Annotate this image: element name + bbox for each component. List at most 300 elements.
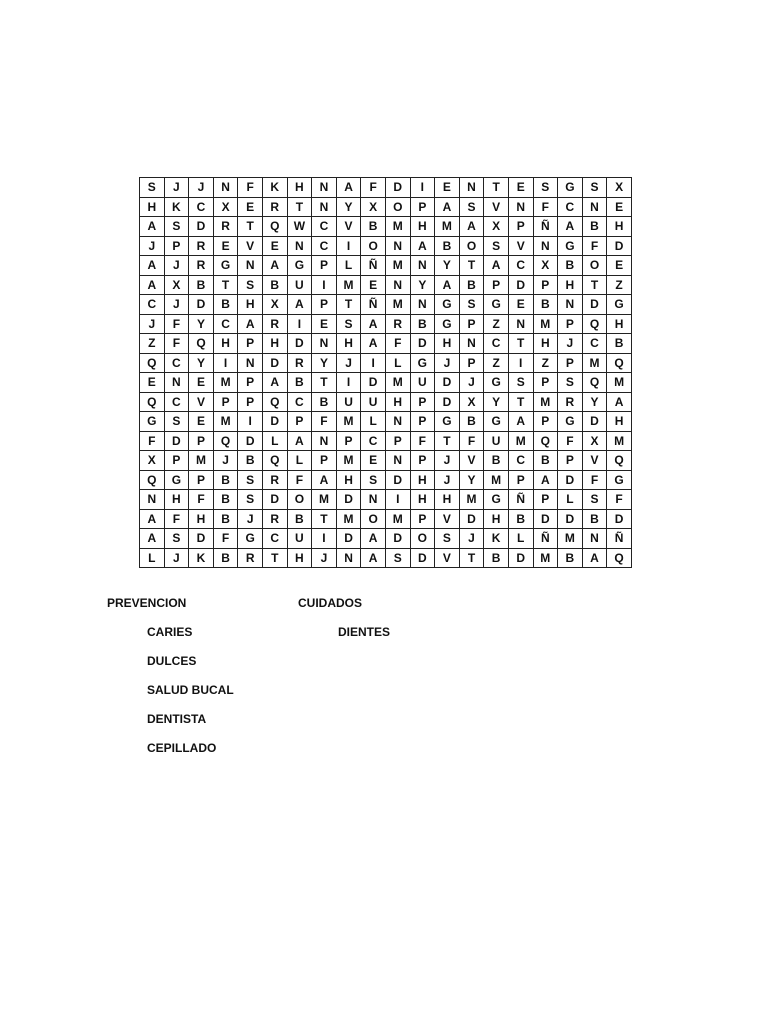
grid-cell: M xyxy=(336,451,361,471)
grid-cell: T xyxy=(582,275,607,295)
grid-cell: E xyxy=(435,178,460,198)
grid-cell: P xyxy=(508,470,533,490)
grid-cell: B xyxy=(213,295,238,315)
grid-cell: I xyxy=(238,412,263,432)
grid-cell: I xyxy=(312,529,337,549)
grid-cell: N xyxy=(336,548,361,568)
grid-cell: B xyxy=(238,451,263,471)
grid-row xyxy=(140,353,632,373)
grid-cell: I xyxy=(312,275,337,295)
grid-cell: A xyxy=(484,256,509,276)
grid-cell: A xyxy=(140,509,165,529)
grid-cell: I xyxy=(213,353,238,373)
grid-cell: D xyxy=(361,373,386,393)
grid-cell: X xyxy=(582,431,607,451)
grid-cell: M xyxy=(533,314,558,334)
word-caries: CARIES xyxy=(147,625,193,639)
grid-cell: P xyxy=(410,509,435,529)
grid-cell: U xyxy=(287,275,312,295)
grid-cell: N xyxy=(238,256,263,276)
grid-cell: X xyxy=(459,392,484,412)
grid-cell: L xyxy=(287,451,312,471)
grid-cell: M xyxy=(336,412,361,432)
grid-row xyxy=(140,451,632,471)
grid-cell: D xyxy=(607,509,632,529)
grid-cell: P xyxy=(410,392,435,412)
grid-cell: H xyxy=(262,334,287,354)
grid-cell: T xyxy=(459,256,484,276)
grid-cell: H xyxy=(164,490,189,510)
grid-cell: C xyxy=(508,451,533,471)
grid-cell: J xyxy=(435,470,460,490)
grid-cell: U xyxy=(336,392,361,412)
grid-cell: N xyxy=(508,314,533,334)
grid-cell: S xyxy=(459,295,484,315)
grid-cell: N xyxy=(582,529,607,549)
grid-row xyxy=(140,412,632,432)
grid-cell: Z xyxy=(607,275,632,295)
grid-row xyxy=(140,373,632,393)
grid-cell: R xyxy=(262,470,287,490)
grid-cell: A xyxy=(140,529,165,549)
grid-cell: L xyxy=(361,412,386,432)
grid-cell: G xyxy=(140,412,165,432)
grid-cell: S xyxy=(361,470,386,490)
grid-cell: P xyxy=(558,314,583,334)
grid-cell: B xyxy=(484,451,509,471)
grid-cell: N xyxy=(385,451,410,471)
grid-cell: T xyxy=(484,178,509,198)
grid-cell: V xyxy=(336,217,361,237)
grid-cell: Q xyxy=(262,392,287,412)
grid-cell: N xyxy=(312,431,337,451)
grid-cell: P xyxy=(459,314,484,334)
grid-cell: M xyxy=(312,490,337,510)
grid-cell: B xyxy=(262,275,287,295)
grid-cell: X xyxy=(140,451,165,471)
grid-cell: E xyxy=(607,197,632,217)
grid-cell: S xyxy=(533,178,558,198)
grid-cell: V xyxy=(189,392,214,412)
grid-cell: I xyxy=(287,314,312,334)
grid-cell: G xyxy=(238,529,263,549)
grid-cell: A xyxy=(238,314,263,334)
grid-row xyxy=(140,275,632,295)
grid-cell: D xyxy=(607,236,632,256)
grid-cell: L xyxy=(336,256,361,276)
grid-cell: U xyxy=(287,529,312,549)
grid-cell: F xyxy=(582,236,607,256)
grid-cell: A xyxy=(361,529,386,549)
grid-cell: P xyxy=(164,236,189,256)
grid-cell: M xyxy=(385,373,410,393)
grid-cell: O xyxy=(459,236,484,256)
grid-cell: P xyxy=(238,392,263,412)
grid-cell: T xyxy=(262,548,287,568)
grid-cell: H xyxy=(410,217,435,237)
grid-cell: D xyxy=(410,334,435,354)
grid-cell: J xyxy=(435,451,460,471)
grid-cell: Q xyxy=(140,353,165,373)
grid-cell: B xyxy=(459,275,484,295)
grid-cell: F xyxy=(164,334,189,354)
word-dentista: DENTISTA xyxy=(147,712,207,726)
grid-cell: V xyxy=(508,236,533,256)
grid-cell: H xyxy=(336,334,361,354)
grid-cell: R xyxy=(238,548,263,568)
grid-cell: T xyxy=(238,217,263,237)
grid-cell: P xyxy=(533,373,558,393)
grid-cell: E xyxy=(189,412,214,432)
grid-cell: A xyxy=(140,217,165,237)
grid-cell: Ñ xyxy=(533,529,558,549)
grid-cell: Ñ xyxy=(607,529,632,549)
grid-cell: N xyxy=(385,275,410,295)
grid-cell: F xyxy=(140,431,165,451)
grid-cell: G xyxy=(287,256,312,276)
grid-cell: I xyxy=(508,353,533,373)
grid-row xyxy=(140,295,632,315)
grid-cell: U xyxy=(361,392,386,412)
grid-cell: P xyxy=(508,217,533,237)
grid-cell: C xyxy=(189,197,214,217)
grid-cell: Z xyxy=(484,314,509,334)
word-dientes: DIENTES xyxy=(338,625,391,639)
grid-cell: N xyxy=(558,295,583,315)
grid-cell: E xyxy=(508,295,533,315)
grid-cell: O xyxy=(385,197,410,217)
grid-cell: R xyxy=(213,217,238,237)
grid-cell: C xyxy=(164,392,189,412)
grid-cell: M xyxy=(607,431,632,451)
grid-cell: G xyxy=(484,373,509,393)
grid-cell: P xyxy=(558,451,583,471)
grid-cell: O xyxy=(582,256,607,276)
grid-cell: C xyxy=(361,431,386,451)
grid-cell: Q xyxy=(607,548,632,568)
grid-cell: J xyxy=(189,178,214,198)
grid-cell: Q xyxy=(607,353,632,373)
grid-cell: S xyxy=(238,275,263,295)
grid-cell: M xyxy=(484,470,509,490)
grid-cell: F xyxy=(410,431,435,451)
grid-cell: W xyxy=(287,217,312,237)
grid-cell: U xyxy=(484,431,509,451)
grid-cell: N xyxy=(385,236,410,256)
grid-cell: F xyxy=(385,334,410,354)
grid-cell: F xyxy=(238,178,263,198)
grid-cell: P xyxy=(287,412,312,432)
grid-cell: J xyxy=(336,353,361,373)
grid-cell: Y xyxy=(312,353,337,373)
grid-cell: F xyxy=(361,178,386,198)
grid-cell: A xyxy=(262,373,287,393)
grid-cell: Y xyxy=(189,314,214,334)
grid-cell: B xyxy=(459,412,484,432)
grid-cell: B xyxy=(607,334,632,354)
grid-cell: G xyxy=(484,490,509,510)
grid-cell: H xyxy=(435,334,460,354)
grid-cell: I xyxy=(361,353,386,373)
grid-cell: C xyxy=(582,334,607,354)
grid-cell: H xyxy=(533,334,558,354)
grid-cell: E xyxy=(312,314,337,334)
grid-cell: P xyxy=(238,373,263,393)
grid-cell: G xyxy=(607,470,632,490)
grid-cell: M xyxy=(213,373,238,393)
grid-cell: F xyxy=(164,509,189,529)
grid-cell: N xyxy=(213,178,238,198)
grid-cell: G xyxy=(484,295,509,315)
grid-cell: P xyxy=(385,431,410,451)
grid-cell: J xyxy=(558,334,583,354)
grid-cell: Y xyxy=(189,353,214,373)
grid-cell: P xyxy=(410,412,435,432)
grid-cell: D xyxy=(262,412,287,432)
grid-cell: B xyxy=(508,509,533,529)
grid-cell: M xyxy=(459,490,484,510)
grid-cell: H xyxy=(287,548,312,568)
grid-cell: B xyxy=(312,392,337,412)
grid-cell: V xyxy=(435,509,460,529)
grid-cell: M xyxy=(558,529,583,549)
grid-cell: E xyxy=(213,236,238,256)
grid-cell: J xyxy=(140,236,165,256)
grid-cell: K xyxy=(189,548,214,568)
grid-cell: A xyxy=(361,548,386,568)
grid-cell: Ñ xyxy=(361,295,386,315)
grid-cell: B xyxy=(435,236,460,256)
grid-cell: H xyxy=(607,412,632,432)
grid-cell: U xyxy=(410,373,435,393)
grid-cell: C xyxy=(312,236,337,256)
grid-cell: M xyxy=(582,353,607,373)
grid-row xyxy=(140,256,632,276)
grid-cell: S xyxy=(435,529,460,549)
grid-cell: G xyxy=(558,412,583,432)
grid-cell: Z xyxy=(484,353,509,373)
grid-cell: K xyxy=(484,529,509,549)
grid-cell: F xyxy=(558,431,583,451)
grid-cell: G xyxy=(435,412,460,432)
grid-cell: D xyxy=(459,509,484,529)
grid-cell: H xyxy=(410,470,435,490)
grid-cell: G xyxy=(607,295,632,315)
grid-cell: B xyxy=(213,548,238,568)
grid-cell: Q xyxy=(140,470,165,490)
grid-cell: B xyxy=(287,509,312,529)
grid-cell: D xyxy=(262,490,287,510)
grid-cell: Q xyxy=(582,314,607,334)
grid-cell: D xyxy=(582,412,607,432)
grid-cell: N xyxy=(410,256,435,276)
grid-cell: A xyxy=(533,470,558,490)
grid-cell: D xyxy=(238,431,263,451)
grid-cell: D xyxy=(189,217,214,237)
grid-cell: M xyxy=(435,217,460,237)
grid-cell: O xyxy=(287,490,312,510)
grid-cell: A xyxy=(361,334,386,354)
grid-cell: X xyxy=(164,275,189,295)
grid-cell: Q xyxy=(262,451,287,471)
grid-cell: X xyxy=(361,197,386,217)
grid-cell: D xyxy=(508,548,533,568)
grid-row xyxy=(140,236,632,256)
grid-cell: L xyxy=(140,548,165,568)
grid-cell: Y xyxy=(336,197,361,217)
grid-cell: O xyxy=(410,529,435,549)
grid-row xyxy=(140,197,632,217)
grid-cell: S xyxy=(140,178,165,198)
grid-cell: P xyxy=(238,334,263,354)
grid-cell: E xyxy=(361,451,386,471)
grid-cell: G xyxy=(435,295,460,315)
grid-cell: B xyxy=(213,490,238,510)
grid-cell: T xyxy=(312,509,337,529)
grid-cell: D xyxy=(336,490,361,510)
grid-cell: D xyxy=(410,548,435,568)
grid-cell: L xyxy=(262,431,287,451)
grid-cell: N xyxy=(361,490,386,510)
grid-cell: D xyxy=(287,334,312,354)
grid-cell: F xyxy=(582,470,607,490)
grid-cell: O xyxy=(361,509,386,529)
grid-cell: A xyxy=(361,314,386,334)
grid-cell: F xyxy=(312,412,337,432)
grid-cell: M xyxy=(533,548,558,568)
grid-cell: L xyxy=(385,353,410,373)
grid-cell: T xyxy=(213,275,238,295)
grid-cell: Z xyxy=(533,353,558,373)
grid-cell: B xyxy=(533,295,558,315)
grid-cell: H xyxy=(607,314,632,334)
grid-cell: T xyxy=(336,295,361,315)
grid-cell: N xyxy=(410,295,435,315)
grid-cell: C xyxy=(140,295,165,315)
grid-cell: P xyxy=(312,256,337,276)
grid-cell: D xyxy=(189,529,214,549)
grid-cell: S xyxy=(238,490,263,510)
grid-cell: I xyxy=(410,178,435,198)
grid-cell: N xyxy=(508,197,533,217)
grid-cell: J xyxy=(238,509,263,529)
grid-cell: E xyxy=(189,373,214,393)
grid-cell: M xyxy=(385,256,410,276)
grid-cell: H xyxy=(435,490,460,510)
grid-cell: P xyxy=(558,353,583,373)
grid-cell: T xyxy=(287,197,312,217)
grid-cell: A xyxy=(262,256,287,276)
grid-cell: I xyxy=(385,490,410,510)
grid-cell: P xyxy=(312,451,337,471)
grid-cell: N xyxy=(312,178,337,198)
grid-row xyxy=(140,334,632,354)
grid-cell: D xyxy=(435,373,460,393)
grid-cell: P xyxy=(533,275,558,295)
grid-cell: T xyxy=(312,373,337,393)
grid-cell: J xyxy=(140,314,165,334)
grid-cell: D xyxy=(385,529,410,549)
grid-cell: A xyxy=(582,548,607,568)
word-salud-bucal: SALUD BUCAL xyxy=(147,683,234,697)
grid-cell: X xyxy=(484,217,509,237)
grid-cell: A xyxy=(459,217,484,237)
grid-cell: B xyxy=(582,509,607,529)
grid-cell: N xyxy=(312,197,337,217)
grid-cell: N xyxy=(459,178,484,198)
grid-cell: B xyxy=(361,217,386,237)
grid-cell: M xyxy=(385,295,410,315)
grid-cell: C xyxy=(508,256,533,276)
grid-cell: F xyxy=(607,490,632,510)
grid-cell: H xyxy=(484,509,509,529)
grid-cell: P xyxy=(484,275,509,295)
grid-cell: G xyxy=(410,353,435,373)
grid-cell: M xyxy=(533,392,558,412)
grid-cell: N xyxy=(140,490,165,510)
grid-cell: D xyxy=(262,353,287,373)
grid-cell: Q xyxy=(140,392,165,412)
grid-cell: F xyxy=(459,431,484,451)
grid-cell: P xyxy=(213,392,238,412)
word-cuidados: CUIDADOS xyxy=(298,596,363,610)
grid-cell: E xyxy=(607,256,632,276)
grid-cell: B xyxy=(533,451,558,471)
grid-cell: K xyxy=(262,178,287,198)
grid-cell: V xyxy=(435,548,460,568)
grid-cell: F xyxy=(533,197,558,217)
grid-cell: D xyxy=(385,470,410,490)
grid-cell: J xyxy=(459,373,484,393)
grid-cell: S xyxy=(164,217,189,237)
grid-cell: Ñ xyxy=(508,490,533,510)
grid-row xyxy=(140,178,632,198)
grid-cell: B xyxy=(582,217,607,237)
grid-cell: H xyxy=(410,490,435,510)
grid-row xyxy=(140,217,632,237)
grid-cell: F xyxy=(189,490,214,510)
grid-cell: N xyxy=(312,334,337,354)
grid-cell: P xyxy=(336,431,361,451)
grid-cell: B xyxy=(213,470,238,490)
grid-cell: M xyxy=(508,431,533,451)
grid-row xyxy=(140,509,632,529)
grid-cell: D xyxy=(533,509,558,529)
word-dulces: DULCES xyxy=(147,654,197,668)
grid-cell: L xyxy=(558,490,583,510)
grid-cell: B xyxy=(558,256,583,276)
grid-cell: D xyxy=(435,392,460,412)
grid-cell: Y xyxy=(484,392,509,412)
grid-cell: S xyxy=(484,236,509,256)
grid-cell: A xyxy=(140,275,165,295)
grid-cell: C xyxy=(287,392,312,412)
grid-cell: E xyxy=(238,197,263,217)
word-prevencion: PREVENCION xyxy=(107,596,187,610)
grid-cell: K xyxy=(164,197,189,217)
grid-cell: C xyxy=(484,334,509,354)
grid-cell: P xyxy=(410,197,435,217)
grid-cell: S xyxy=(238,470,263,490)
grid-cell: Ñ xyxy=(361,256,386,276)
grid-cell: S xyxy=(582,490,607,510)
grid-cell: A xyxy=(410,236,435,256)
grid-cell: T xyxy=(508,334,533,354)
grid-cell: G xyxy=(558,236,583,256)
grid-cell: S xyxy=(164,529,189,549)
grid-cell: J xyxy=(435,353,460,373)
grid-cell: X xyxy=(262,295,287,315)
